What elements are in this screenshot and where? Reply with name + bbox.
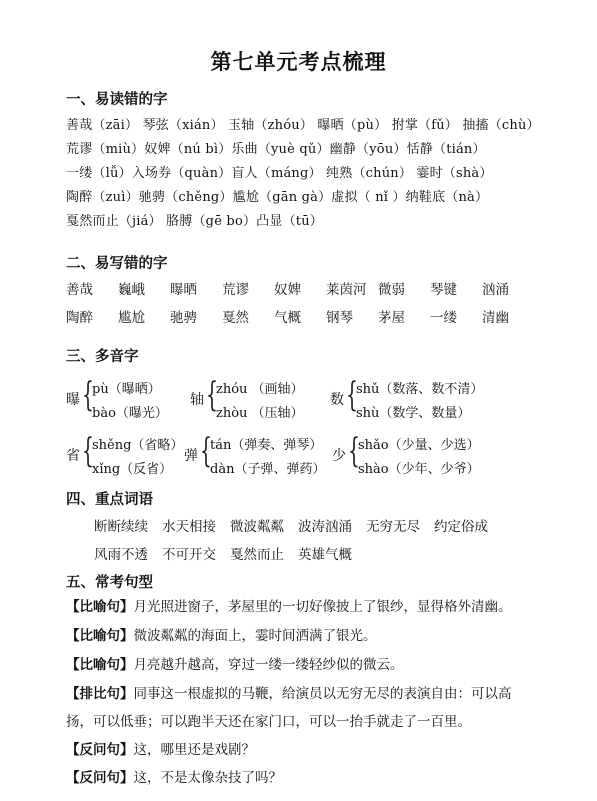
key-words-row-1 xyxy=(94,515,502,535)
word: 一缕 xyxy=(430,310,457,326)
sentence-text: 微波粼粼的海面上，霎时间洒满了银光。 xyxy=(133,628,377,644)
word: 驰骋 xyxy=(170,310,197,326)
word: 茅屋 xyxy=(378,310,405,326)
word: 善哉 xyxy=(66,282,93,298)
polyphone-char: 弹 xyxy=(184,448,198,464)
word: 清幽 xyxy=(482,310,509,326)
sentence-tag: 【排比句】 xyxy=(66,686,134,702)
sentence-text: 扬，可以低垂；可以跑半天还在家门口，可以一抬手就走了一百里。 xyxy=(66,714,471,730)
sentence-text: 月亮越升越高，穿过一缕一缕轻纱似的微云。 xyxy=(133,657,404,673)
key-word: 风雨不透 xyxy=(94,547,148,563)
reading-2: shù（数学、数量） xyxy=(356,406,471,421)
word: 巍峨 xyxy=(118,282,145,298)
section-heading-misread: 一、易读错的字 xyxy=(66,92,168,108)
word: 戛然 xyxy=(222,310,249,326)
polyphone-char: 数 xyxy=(330,392,344,408)
word: 莱茵河 xyxy=(326,282,367,298)
misread-line-4: 陶醉（zuì）驰骋（chěng）尴尬（gān gà）虚拟（ nǐ ）纳鞋底（nà） xyxy=(66,190,489,205)
brace-icon: { xyxy=(346,375,358,415)
sentence-text: 月光照进窗子，茅屋里的一切好像披上了银纱，显得格外清幽。 xyxy=(133,599,512,615)
key-word: 英雄气概 xyxy=(298,547,352,563)
sentence-line xyxy=(66,735,255,765)
key-word: 水天相接 xyxy=(162,519,216,535)
key-word: 无穷无尽 xyxy=(366,519,420,535)
brace-icon: { xyxy=(200,431,212,471)
word: 尴尬 xyxy=(118,310,145,326)
brace-icon: { xyxy=(348,431,360,471)
section-heading-polyphones: 三、多音字 xyxy=(66,349,139,365)
sentence-tag: 【比喻句】 xyxy=(66,599,134,615)
miswrite-row-1 xyxy=(66,278,534,298)
page-title: 第七单元考点梳理 xyxy=(210,50,387,74)
key-word: 戛然而止 xyxy=(230,547,284,563)
sentence-tag: 【比喻句】 xyxy=(66,657,134,673)
reading-1: shěng（省略） xyxy=(92,438,184,453)
miswrite-row-2 xyxy=(66,306,534,326)
reading-1: tán（弹奏、弹琴） xyxy=(210,438,323,453)
word: 琴键 xyxy=(430,282,457,298)
brace-icon: { xyxy=(206,375,218,415)
sentence-line xyxy=(66,650,404,680)
brace-icon: { xyxy=(82,431,94,471)
sentence-line xyxy=(66,679,512,709)
reading-2: zhòu （压轴） xyxy=(216,406,304,421)
key-word: 约定俗成 xyxy=(434,519,488,535)
reading-1: shǎo（少量、少选） xyxy=(358,438,480,453)
polyphone-char: 轴 xyxy=(190,392,204,408)
sentence-line xyxy=(66,621,377,651)
sentence-line xyxy=(66,763,282,793)
misread-line-5: 戛然而止（jiá） 胳膊（gē bo）凸显（tū） xyxy=(66,214,323,229)
key-word: 波涛汹涌 xyxy=(298,519,352,535)
key-word: 断断续续 xyxy=(94,519,148,535)
section-heading-key-words: 四、重点词语 xyxy=(66,492,153,508)
polyphone-char: 少 xyxy=(332,448,346,464)
sentence-line xyxy=(66,707,471,737)
reading-2: dàn（子弹、弹药） xyxy=(210,462,326,477)
word: 微弱 xyxy=(378,282,405,298)
reading-2: shào（少年、少爷） xyxy=(358,462,480,477)
section-heading-miswrite: 二、易写错的字 xyxy=(66,256,168,272)
key-word: 不可开交 xyxy=(162,547,216,563)
word: 汹涌 xyxy=(482,282,509,298)
key-word: 微波粼粼 xyxy=(230,519,284,535)
sentence-text: 同事这一根虚拟的马鞭，给演员以无穷无尽的表演自由：可以高 xyxy=(133,686,512,702)
sentence-tag: 【比喻句】 xyxy=(66,628,134,644)
word: 奴婢 xyxy=(274,282,301,298)
misread-line-2: 荒谬（miù）奴婢（nú bì）乐曲（yuè qǔ）幽静（yōu）恬静（tián） xyxy=(66,142,486,157)
word: 钢琴 xyxy=(326,310,353,326)
misread-line-1: 善哉（zāi） 琴弦（xián） 玉轴（zhóu） 曝晒（pù） 拊掌（fǔ） 抽搐（chù） xyxy=(66,118,540,133)
key-words-row-2 xyxy=(94,543,366,563)
sentence-line xyxy=(66,592,512,622)
sentence-tag: 【反问句】 xyxy=(66,770,134,786)
reading-2: bào（曝光） xyxy=(92,406,168,421)
section-heading-sentence-patterns: 五、常考句型 xyxy=(66,575,153,591)
reading-1: shǔ（数落、数不清） xyxy=(356,382,484,397)
reading-1: zhóu （画轴） xyxy=(216,382,304,397)
sentence-text: 这，不是太像杂技了吗？ xyxy=(133,770,282,786)
polyphone-char: 曝 xyxy=(66,392,80,408)
polyphone-char: 省 xyxy=(66,448,80,464)
reading-1: pù（曝晒） xyxy=(92,382,161,397)
brace-icon: { xyxy=(82,375,94,415)
word: 荒谬 xyxy=(222,282,249,298)
word: 气概 xyxy=(274,310,301,326)
word: 陶醉 xyxy=(66,310,93,326)
misread-line-3: 一缕（lǚ）入场券（quàn）盲人（máng） 纯熟（chún） 霎时（shà） xyxy=(66,166,493,181)
word: 曝晒 xyxy=(170,282,197,298)
reading-2: xǐng（反省） xyxy=(92,462,173,477)
sentence-tag: 【反问句】 xyxy=(66,742,134,758)
sentence-text: 这，哪里还是戏剧？ xyxy=(133,742,255,758)
